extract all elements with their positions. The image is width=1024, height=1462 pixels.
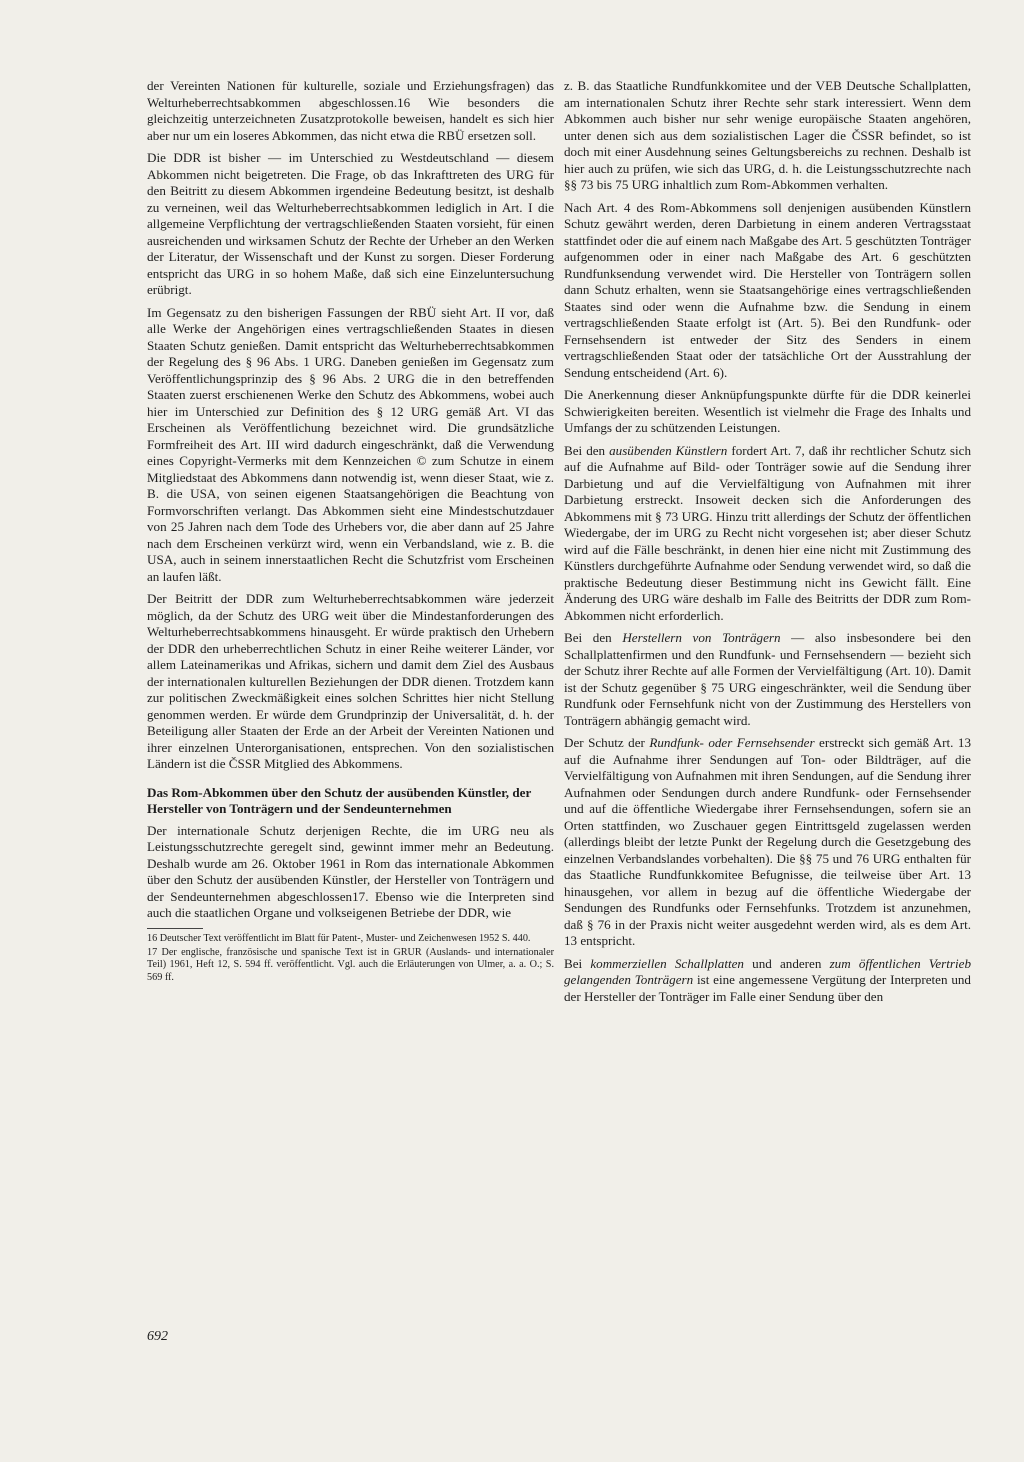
section-heading: Das Rom-Abkommen über den Schutz der ausübenden Künstler, der Hersteller von Tonträgern und der Sendeunternehmen <box>147 784 532 816</box>
text-span: ist eine angemessene Vergütung der Interpreten und der Hersteller der Tonträger im Falle einer Sendung über den <box>564 972 971 1004</box>
paragraph: Nach Art. 4 des Rom-Abkommens soll denjenigen ausübenden Künstlern Schutz gewährt werden, deren Darbietung in einem anderen Vertragsstaat stattfindet oder die auf einem nach Maßgabe des Art. 5 geschützten Tonträger aufgenommen oder in einer nach Maßgabe des Art. 6 geschützten Rundfunksendung verwendet wird. Die Hersteller von Tonträgern sollen dann Schutz erhalten, wenn sie Staatsangehörige eines vertragschließenden Staates sind oder wenn die Aufnahme bzw. die Sendung in einem vertragschließenden Staate erfolgt ist (Art. 5). Bei den Rundfunk- oder Fernsehsendern ist entweder der Sitz des Senders in einem vertragschließenden Staat oder der tatsächliche Ort der Ausstrahlung der Sendung entscheidend (Art. 6). <box>564 199 971 380</box>
paragraph: Der Beitritt der DDR zum Welturheberrechtsabkommen wäre jederzeit möglich, da der Schutz des URG weit über die Mindestanforderungen des Welturheberrechtsabkommens hinausgeht. Er würde praktisch den Urhebern der DDR den urheberrechtlichen Schutz in einer Reihe weiterer Länder, vor allem Lateinamerikas und Afrikas, sichern und damit dem Ziel des Ausbaus der internationalen kulturellen Beziehungen der DDR dienen. Trotzdem kann zur politischen Zweckmäßigkeit eines solchen Schrittes hier nicht Stellung genommen werden. Er würde dem Grundprinzip der Universalität, d. h. der Beteiligung aller Staaten der Erde an der Arbeit der Vereinten Nationen und ihrer einzelnen Unterorganisationen, entsprechen. Von den sozialistischen Ländern ist die ČSSR Mitglied des Abkommens. <box>147 591 554 771</box>
text-span: Bei <box>564 955 591 971</box>
paragraph <box>564 630 971 729</box>
paragraph: der Vereinten Nationen für kulturelle, soziale und Erziehungsfragen) das Welturheberrechtsabkommen abgeschlossen.16 Wie besonders die gleichzeitig unterzeichneten Zusatzprotokolle beweisen, handelt es sich hier aber nur um ein loseres Abkommen, das nicht etwa die RBÜ ersetzen soll. <box>147 78 554 143</box>
paragraph <box>564 735 971 950</box>
emphasis: Herstellern von Tonträgern <box>622 630 781 645</box>
text-span: Bei den <box>564 442 610 458</box>
text-span: — also insbesondere bei den Schallplattenfirmen und den Rundfunk- und Fernsehsendern — bezieht sich der Schutz ihrer Rechte auf alle Formen der Vervielfältigung (Art. 10). Damit ist der Schutz gegenüber § 75 URG eingeschränkter, weil die Sendung über Rundfunk oder Fernsehfunk nicht von der Zustimmung des Herstellers von Tonträgern abhängig gemacht wird. <box>564 630 972 728</box>
left-column <box>147 78 554 986</box>
paragraph: z. B. das Staatliche Rundfunkkomitee und der VEB Deutsche Schallplatten, am internationalen Schutz ihrer Rechte sehr stark interessiert. Wenn dem Abkommen auch bisher nur sehr wenige europäische Staaten angehören, unter denen sich aus dem sozialistischen Lager die ČSSR befindet, so ist doch mit einer Ausdehnung seines Geltungsbereichs zu rechnen. Deshalb ist hier auch zu prüfen, wie sich das URG, d. h. die Leistungsschutzrechte nach §§ 73 bis 75 URG inhaltlich zum Rom-Abkommen verhalten. <box>564 78 971 192</box>
text-span: erstreckt sich gemäß Art. 13 auf die Aufnahme ihrer Sendungen auf Ton- oder Bildträger, auf die Vervielfältigung von Aufnahmen mit ihren Sendungen, auf die Sendung ihrer Aufnahmen oder Sendungen durch andere Rundfunk- oder Fernsehsender und auf die öffentliche Wiedergabe ihrer Fernsehsendungen, sofern sie an Orten stattfinden, wo Zuschauer gegen Eintrittsgeld zugelassen werden (allerdings bleibt der letzte Punkt der Regelung durch die Gesetzgebung des einzelnen Verbandslandes vorbehalten). Die §§ 75 und 76 URG enthalten für das Staatliche Rundfunkkomitee Befugnisse, die teilweise über Art. 13 hinausgehen, vor allem in bezug auf die öffentliche Wiedergabe der Sendungen des Rundfunks oder Fernsehfunks. Trotzdem ist anzunehmen, daß § 76 in der Praxis nicht weiter ausgedehnt werden wird, als es dem Art. 13 entspricht. <box>564 735 971 948</box>
paragraph: Die DDR ist bisher — im Unterschied zu Westdeutschland — diesem Abkommen nicht beigetreten. Die Frage, ob das Inkrafttreten des URG für den Beitritt zu diesem Abkommen irgendeine Bedeutung besitzt, ist deshalb zu verneinen, weil das Welturheberrechtsabkommen lediglich in Art. I die allgemeine Verpflichtung der vertragschließenden Staaten vorsieht, für einen ausreichenden und wirksamen Schutz der Rechte der Urheber an den Werken der Literatur, der Wissenschaft und der Kunst zu sorgen. Dieser Forderung entspricht das URG in so hohem Maße, daß sich eine Einzeluntersuchung erübrigt. <box>147 150 554 297</box>
footnote: 16 Deutscher Text veröffentlicht im Blatt für Patent-, Muster- und Zeichenwesen 1952 S. 440. <box>147 932 531 944</box>
footnote-divider <box>147 928 203 929</box>
paragraph <box>564 956 971 1006</box>
paragraph <box>564 443 971 625</box>
paragraph: Im Gegensatz zu den bisherigen Fassungen der RBÜ sieht Art. II vor, daß alle Werke der Angehörigen eines vertragschließenden Staates in diesen Staaten Schutz genießen. Damit entspricht das Welturheberrechtsabkommen der Regelung des § 96 Abs. 1 URG. Daneben genießen im Gegensatz zum Veröffentlichungsprinzip des § 96 Abs. 2 URG die in den betreffenden Staaten zuerst erschienenen Werke den Schutz des Abkommens, wobei auch hier im Unterschied zur Definition des § 12 URG gemäß Art. VI das Erscheinen als Veröffentlichung bezeichnet wird. Die grundsätzliche Formfreiheit des Art. III wird dadurch eingeschränkt, daß die Verwendung eines Copyright-Vermerks mit dem Kennzeichen © zum Schutze in einem Mitgliedstaat des Abkommens dann notwendig ist, wenn dieser Staat, wie z. B. die USA, von seinen eigenen Staatsangehörigen die Beachtung von Formvorschriften verlangt. Das Abkommen sieht eine Mindestschutzdauer von 25 Jahren nach dem Tode des Urhebers vor, die aber dann auf 25 Jahre nach dem Erscheinen verkürzt wird, wenn ein Verbandsland, wie z. B. die USA, auch in seinem innerstaatlichen Recht die Schutzfrist vom Erscheinen an laufen läßt. <box>147 304 554 584</box>
footnote: 17 Der englische, französische und spanische Text ist in GRUR (Auslands- und internationaler Teil) 1961, Heft 12, S. 594 ff. veröffentlicht. Vgl. auch die Erläuterungen von Ulmer, a. a. O.; S. 569 ff. <box>147 946 554 983</box>
emphasis: zum öffentlichen Vertrieb gelangenden Tonträgern <box>564 955 971 987</box>
page-number: 692 <box>147 1329 168 1344</box>
paragraph: Die Anerkennung dieser Anknüpfungspunkte dürfte für die DDR keinerlei Schwierigkeiten bereiten. Wesentlich ist vielmehr die Frage des Inhalts und Umfangs der zu schützenden Leistungen. <box>564 387 971 435</box>
emphasis: kommerziellen Schallplatten <box>590 955 744 971</box>
right-column <box>564 78 971 1011</box>
paragraph: Der internationale Schutz derjenigen Rechte, die im URG neu als Leistungsschutzrechte geregelt sind, gewinnt immer mehr an Bedeutung. Deshalb wurde am 26. Oktober 1961 in Rom das internationale Abkommen über den Schutz der ausübenden Künstler, der Hersteller von Tonträgern und der Sendeunternehmen abgeschlossen17. Ebenso wie die Interpreten sind auch die staatlichen Organe und volkseigenen Betriebe der DDR, wie <box>147 822 554 920</box>
text-span: Der Schutz der <box>564 735 650 750</box>
emphasis: Rundfunk- oder Fernsehsender <box>649 735 815 750</box>
emphasis: ausübenden Künstlern <box>609 442 728 458</box>
text-span: und anderen <box>743 955 830 971</box>
text-span: fordert Art. 7, daß ihr rechtlicher Schutz sich auf die Aufnahme auf Bild- oder Tonträger sowie auf die Sendung ihrer Darbietung und auf die Vervielfältigung von Aufnahmen mit ihrer Darbietung erstreckt. Insoweit decken sich die Anforderungen des Abkommens mit § 73 URG. Hinzu tritt allerdings der Schutz der öffentlichen Wiedergabe, der im URG zu Recht nicht vorgesehen ist; aber dieser Schutz wird auf die Fälle beschränkt, in denen hier eine nicht mit Zustimmung des Künstlers durchgeführte Aufnahme oder Sendung verwendet wird, so daß die praktische Bedeutung dieser Bestimmung nicht ins Gewicht fällt. Eine Änderung des URG wäre deshalb im Falle des Beitritts der DDR zum Rom-Abkommen nicht erforderlich. <box>564 442 971 623</box>
text-span: Bei den <box>564 630 623 645</box>
